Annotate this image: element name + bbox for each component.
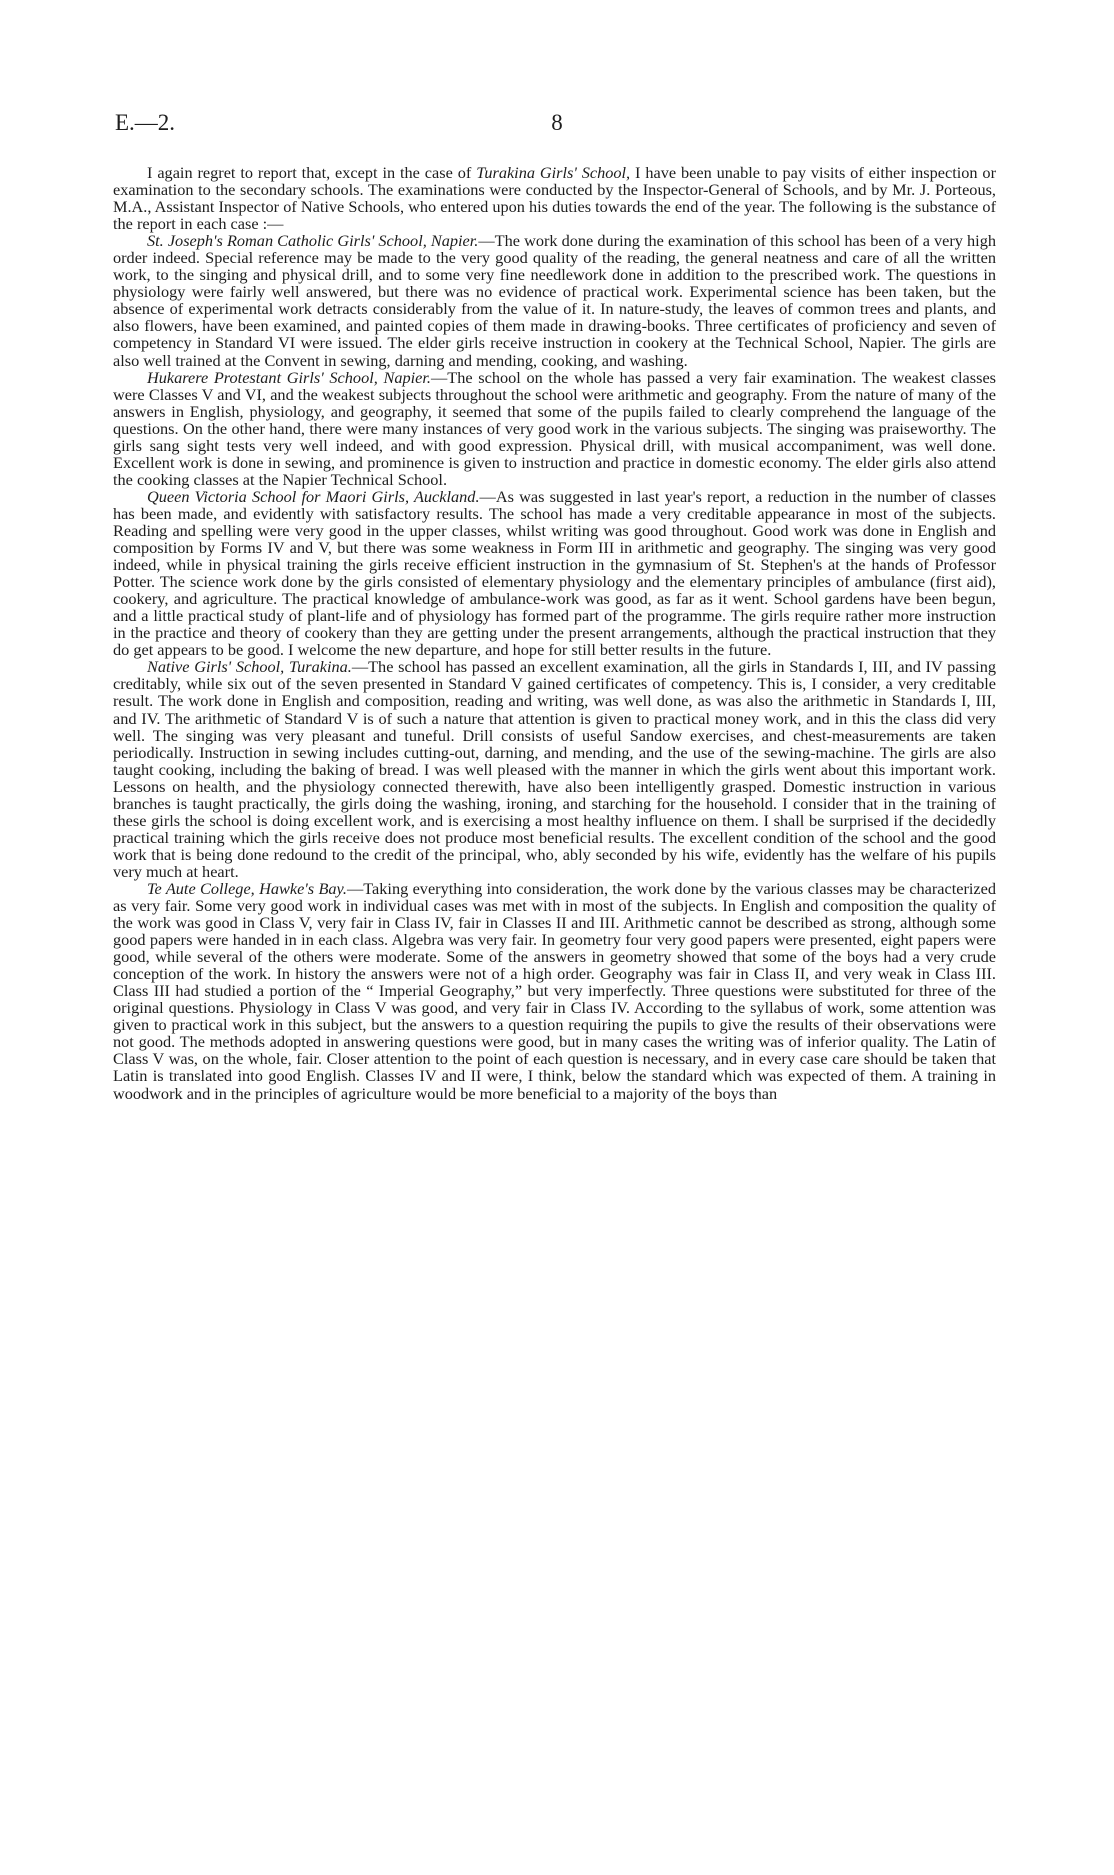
paragraph-intro-text: I have been unable to pay visits of either inspection or examination to the secondary schools. The examinations were conducted by the Inspector-General of Schools, and by Mr. J. Porteous, M.A., Assistant Inspector of Native Schools, who entered upon his duties towards the end of the year. The following is the substance of the report in each case :— (113, 163, 996, 234)
paragraph-text: —The school on the whole has passed a very fair examination. The weakest classes were Classes V and VI, and the weakest subjects throughout the school were arithmetic and geography. From the nature of many of the answers in English, physiology, and geography, it seemed that some of the pupils failed to clearly comprehend the language of the questions. On the other hand, there were many instances of very good work in the various subjects. The singing was praiseworthy. The girls sang sight tests very well indeed, and with good expression. Physical drill, with musical accompaniment, was well done. Excellent work is done in sewing, and prominence is given to instruction and practice in domestic economy. The elder girls also attend the cooking classes at the Napier Technical School. (113, 367, 997, 489)
paragraph-text: —The work done during the examination of this school has been of a very high order indeed. Special reference may be made to the very good quality of the reading, the general neatness and care of all the written work, to the singing and physical drill, and to some very fine needlework done in addition to the prescribed work. The questions in physiology were fairly well answered, but there was no evidence of practical work. Experimental science has been taken, but the absence of experimental work detracts considerably from the value of it. In nature-study, the leaves of common trees and plants, and also flowers, have been examined, and painted copies of them made in drawing-books. Three certificates of proficiency and seven of competency in Standard VI were issued. The elder girls receive instruction in cookery at the Technical School, Napier. The girls are also well trained at the Convent in sewing, darning and mending, cooking, and washing. (113, 231, 996, 370)
paragraph-text: —As was suggested in last year's report, a reduction in the number of classes has been made, and evidently with satisfactory results. The school has made a very creditable appearance in most of the subjects. Reading and spelling were very good in the upper classes, whilst writing was good throughout. Good work was done in English and composition by Forms IV and V, but there was some weakness in Form III in arithmetic and geography. The singing was very good indeed, while in physical training the girls receive efficient instruction in the gymnasium of St. Stephen's at the hands of Professor Potter. The science work done by the girls consisted of elementary physiology and the elementary principles of ambulance (first aid), cookery, and agriculture. The practical knowledge of ambulance-work was good, as far as it went. School gardens have been begun, and a little practical study of plant-life and of physiology has formed part of the programme. The girls require rather more instruction in the practice and theory of cookery than they are getting under the present arrangements, although the practical instruction that they do get appears to be good. I welcome the new departure, and hope for still better results in the future. (113, 486, 996, 660)
paragraph-hukarere (113, 369, 996, 488)
paragraph-intro-emphasis: Turakina Girls' School, (476, 163, 631, 182)
school-heading: Te Aute College, Hawke's Bay. (147, 878, 347, 898)
school-heading: Native Girls' School, Turakina. (147, 657, 352, 677)
school-heading: Queen Victoria School for Maori Girls, Auckland. (147, 486, 480, 506)
paragraph-intro (113, 164, 996, 232)
paragraph-text: —The school has passed an excellent examination, all the girls in Standards I, III, and IV passing creditably, while six out of the seven presented in Standard V gained certificates of competency. This is, I consider, a very creditable result. The work done in English and composition, reading and writing, was well done, as was also the arithmetic in Standards I, III, and IV. The arithmetic of Standard V is of such a nature that attention is given to practical money work, and in this the class did very well. The singing was very pleasant and tuneful. Drill consists of useful Sandow exercises, and chest-measurements are taken periodically. Instruction in sewing includes cutting-out, darning, and mending, and the use of the sewing-machine. The girls are also taught cooking, including the baking of bread. I was well pleased with the manner in which the girls went about this important work. Lessons on health, and the physiology connected therewith, have also been intelligently grasped. Domestic instruction in various branches is taught practically, the girls doing the washing, ironing, and starching for the household. I consider that in the training of these girls the school is doing excellent work, and is exercising a most healthy influence on them. I shall be surprised if the decidedly practical training which the girls receive does not produce most beneficial results. The excellent condition of the school and the good work that is being done redound to the credit of the principal, who, ably seconded by his wife, evidently has the welfare of his pupils very much at heart. (113, 657, 996, 881)
page-number: 8 (551, 110, 563, 135)
document-reference: E.—2. (115, 110, 176, 135)
school-heading: Hukarere Protestant Girls' School, Napier. (147, 367, 431, 387)
school-heading: St. Joseph's Roman Catholic Girls' School, Napier. (147, 231, 479, 251)
paragraph-st-josephs (113, 232, 996, 368)
page-header (115, 110, 999, 140)
paragraph-te-aute (113, 880, 996, 1102)
report-body (113, 164, 996, 1102)
paragraph-turakina (113, 658, 996, 880)
paragraph-text: —Taking everything into consideration, the work done by the various classes may be characterized as very fair. Some very good work in individual cases was met with in most of the subjects. In English and composition the quality of the work was good in Class V, very fair in Class IV, fair in Classes II and III. Arithmetic cannot be described as strong, although some good papers were handed in in each class. Algebra was very fair. In geometry four very good papers were presented, eight papers were good, while several of the others were moderate. Some of the answers in geometry showed that some of the boys had a very crude conception of the work. In history the answers were not of a high order. Geography was fair in Class II, and very weak in Class III. Class III had studied a portion of the “ Imperial Geography,” but very imperfectly. Three questions were substituted for three of the original questions. Physiology in Class V was good, and very fair in Class IV. According to the syllabus of work, some attention was given to practical work in this subject, but the answers to a question requiring the pupils to give the results of their observations were not good. The methods adopted in answering questions were good, but in many cases the writing was of inferior quality. The Latin of Class V was, on the whole, fair. Closer attention to the point of each question is necessary, and in every case care should be taken that Latin is translated into good English. Classes IV and II were, I think, below the standard which was expected of them. A training in woodwork and in the principles of agriculture would be more beneficial to a majority of the boys than (113, 878, 996, 1103)
paragraph-intro-start: I again regret to report that, except in the case of (147, 163, 477, 182)
paragraph-queen-victoria (113, 488, 996, 658)
